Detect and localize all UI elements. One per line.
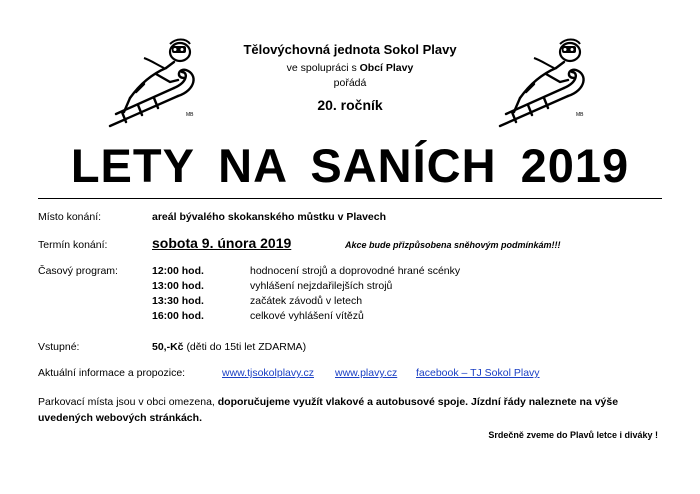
venue-value: areál bývalého skokanského můstku v Plavech [152, 211, 387, 223]
edition-text: 20. ročník [317, 97, 383, 113]
venue-label: Místo konání: [38, 211, 102, 223]
admission-note: (děti do 15ti let ZDARMA) [186, 341, 307, 353]
artist-mark-right: MB [576, 112, 584, 118]
date-label: Termín konání: [38, 239, 108, 251]
link-plavy[interactable]: www.plavy.cz [335, 367, 398, 379]
cooperation-line [0, 62, 700, 74]
link-facebook[interactable]: facebook – TJ Sokol Plavy [416, 367, 540, 379]
schedule-desc: celkové vyhlášení vítězů [250, 310, 364, 322]
schedule-time: 12:00 hod. [152, 265, 204, 277]
date-value: sobota 9. února 2019 [152, 235, 292, 251]
event-title: LETY NA SANÍCH 2019 [70, 139, 630, 192]
admission-price: 50,-Kč [152, 341, 184, 353]
parking-paragraph [38, 395, 668, 427]
artist-mark-left: MB [186, 112, 194, 118]
closing-invitation: Srdečně zveme do Plavů letce i diváky ! [488, 430, 658, 440]
organizes-text: pořádá [333, 77, 367, 89]
link-tjsokolplavy[interactable]: www.tjsokolplavy.cz [222, 367, 314, 379]
schedule-desc: hodnocení strojů a doprovodné hrané scénky [250, 265, 461, 277]
schedule-time: 13:30 hod. [152, 295, 204, 307]
schedule-time: 13:00 hod. [152, 280, 204, 292]
schedule-desc: vyhlášení nejzdařilejších strojů [250, 280, 393, 292]
cooperation-partner: Obcí Plavy [359, 62, 414, 74]
organizer-name: Tělovýchovná jednota Sokol Plavy [243, 42, 457, 57]
parking-part1: Parkovací místa jsou v obci omezena, [38, 396, 215, 408]
schedule-time: 16:00 hod. [152, 310, 204, 322]
schedule-desc: začátek závodů v letech [250, 295, 363, 307]
parking-part2: doporučujeme využít vlakové a autobusové spoje. Jízdní řády naleznete na výše uvedených webových stránkách. [38, 396, 619, 424]
title-divider [38, 198, 662, 199]
weather-note: Akce bude přizpůsobena sněhovým podmínkám!!! [345, 240, 561, 250]
admission-label: Vstupné: [38, 341, 80, 353]
admission-line [152, 341, 306, 353]
info-label: Aktuální informace a propozice: [38, 367, 186, 379]
cooperation-prefix: ve spolupráci s [286, 62, 357, 74]
schedule-label: Časový program: [38, 265, 118, 277]
